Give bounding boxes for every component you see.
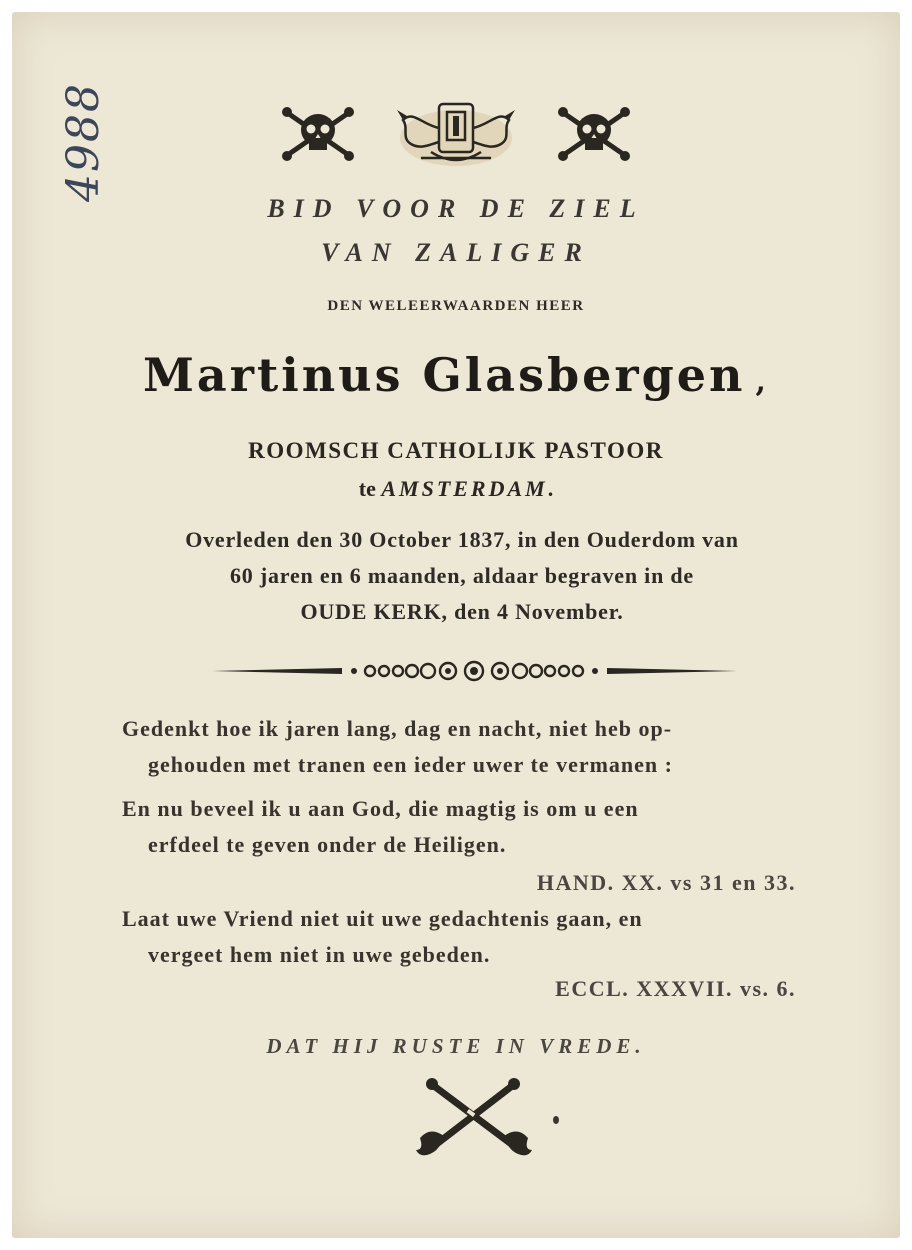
office-title: ROOMSCH CATHOLIJK PASTOOR	[248, 438, 664, 463]
honorific: DEN WELEERWAARDEN HEER	[327, 298, 585, 314]
heading-line-1: BID VOOR DE ZIEL	[267, 194, 645, 223]
city-suffix: .	[547, 476, 554, 501]
handwritten-inventory-number: 4988	[58, 82, 109, 202]
closing-prayer: DAT HIJ RUSTE IN VREDE.	[266, 1034, 646, 1058]
verse-line: erfdeel te geven onder de Heiligen.	[148, 832, 507, 857]
chalice-icon	[391, 98, 521, 170]
city-prefix: te	[358, 476, 376, 501]
city-line	[12, 476, 900, 502]
city-name: AMSTERDAM	[381, 476, 548, 501]
death-notice	[112, 522, 812, 630]
deceased-name	[12, 348, 900, 402]
memorial-card	[12, 12, 900, 1238]
verse-line: vergeet hem niet in uwe gebeden.	[148, 942, 491, 967]
verse-reference: ECCL. XXXVII. vs. 6.	[555, 976, 796, 1001]
name-comma: ,	[755, 364, 769, 399]
death-notice-line: OUDE KERK, den 4 November.	[300, 599, 624, 624]
skull-crossbones-icon	[281, 106, 355, 162]
heading-line-2: VAN ZALIGER	[321, 238, 591, 267]
verse-reference: HAND. XX. vs 31 en 33.	[536, 870, 796, 895]
verse-line: En nu beveel ik u aan God, die magtig is om u een	[122, 796, 639, 821]
skull-crossbones-icon	[557, 106, 631, 162]
death-notice-line: 60 jaren en 6 maanden, aldaar begraven in de	[229, 563, 695, 588]
top-ornament	[12, 94, 900, 174]
verse-line: Gedenkt hoe ik jaren lang, dag en nacht, niet heb op-	[122, 716, 673, 741]
verse-line: Laat uwe Vriend niet uit uwe gedachtenis gaan, en	[122, 906, 643, 931]
death-notice-line: Overleden den 30 October 1837, in den Ouderdom van	[185, 527, 739, 552]
ink-speck	[553, 1116, 559, 1124]
verse-line: gehouden met tranen een ieder uwer te vermanen :	[148, 752, 673, 777]
ornamental-divider	[212, 658, 737, 684]
crossed-torches-icon	[412, 1076, 536, 1162]
deceased-name-text: Martinus Glasbergen	[143, 348, 746, 402]
